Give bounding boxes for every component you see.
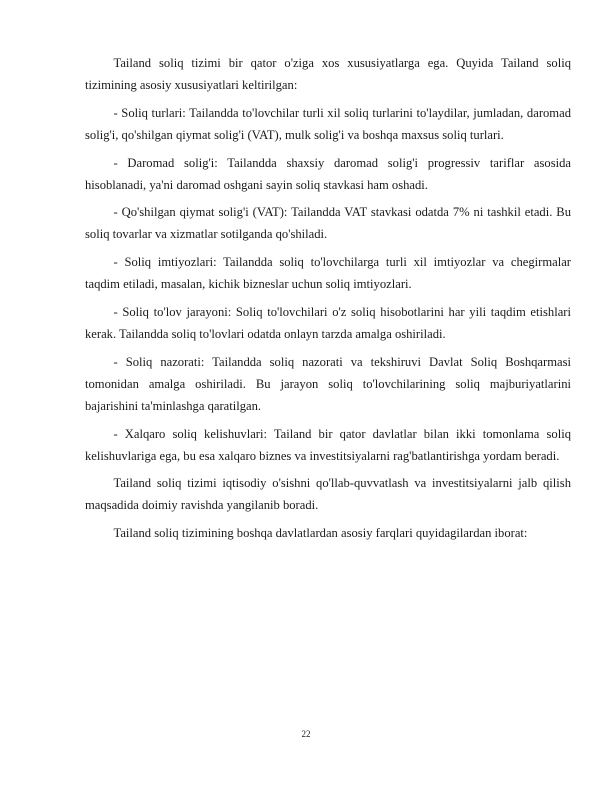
page-number: 22 <box>301 729 311 739</box>
paragraph-tax-control: - Soliq nazorati: Tailandda soliq nazorati va tekshiruvi Davlat Soliq Boshqarmasi tomonidan amalga oshiriladi. Bu jarayon soliq to'lovchilarining soliq majburiyatlarini bajarishini ta'minlashga qaratilgan. <box>85 354 571 413</box>
paragraph-differences-intro: Tailand soliq tizimining boshqa davlatlardan asosiy farqlari quyidagilardan iborat: <box>113 526 528 541</box>
paragraph-tax-types: - Soliq turlari: Tailandda to'lovchilar turli xil soliq turlarini to'laydilar, jumladan, daromad solig'i, qo'shilgan qiymat solig'i (VAT), mulk solig'i va boshqa maxsus soliq turlari. <box>85 105 571 142</box>
paragraph-vat: - Qo'shilgan qiymat solig'i (VAT): Tailandda VAT stavkasi odatda 7% ni tashkil etadi. Bu soliq tovarlar va xizmatlar sotilganda qo'shiladi. <box>85 205 571 242</box>
paragraph-international-agreements: - Xalqaro soliq kelishuvlari: Tailand bir qator davlatlar bilan ikki tomonlama soliq kelishuvlariga ega, bu esa xalqaro biznes va investitsiyalarni rag'batlantirishga yordam beradi. <box>85 426 571 463</box>
paragraph-summary: Tailand soliq tizimi iqtisodiy o'sishni qo'llab-quvvatlash va investitsiyalarni jalb qilish maqsadida doimiy ravishda yangilanib boradi. <box>85 476 571 513</box>
body-text <box>85 52 571 550</box>
paragraph-intro: Tailand soliq tizimi bir qator o'ziga xos xususiyatlarga ega. Quyida Tailand soliq tizimining asosiy xususiyatlari keltirilgan: <box>85 56 571 93</box>
paragraph-income-tax: - Daromad solig'i: Tailandda shaxsiy daromad solig'i progressiv tariflar asosida hisoblanadi, ya'ni daromad oshgani sayin soliq stavkasi ham oshadi. <box>85 155 571 192</box>
paragraph-tax-benefits: - Soliq imtiyozlari: Tailandda soliq to'lovchilarga turli xil imtiyozlar va chegirmalar taqdim etiladi, masalan, kichik bizneslar uchun soliq imtiyozlari. <box>85 255 571 292</box>
paragraph-payment-process: - Soliq to'lov jarayoni: Soliq to'lovchilari o'z soliq hisobotlarini har yili taqdim etishlari kerak. Tailandda soliq to'lovlari odatda onlayn tarzda amalga oshiriladi. <box>85 304 571 341</box>
